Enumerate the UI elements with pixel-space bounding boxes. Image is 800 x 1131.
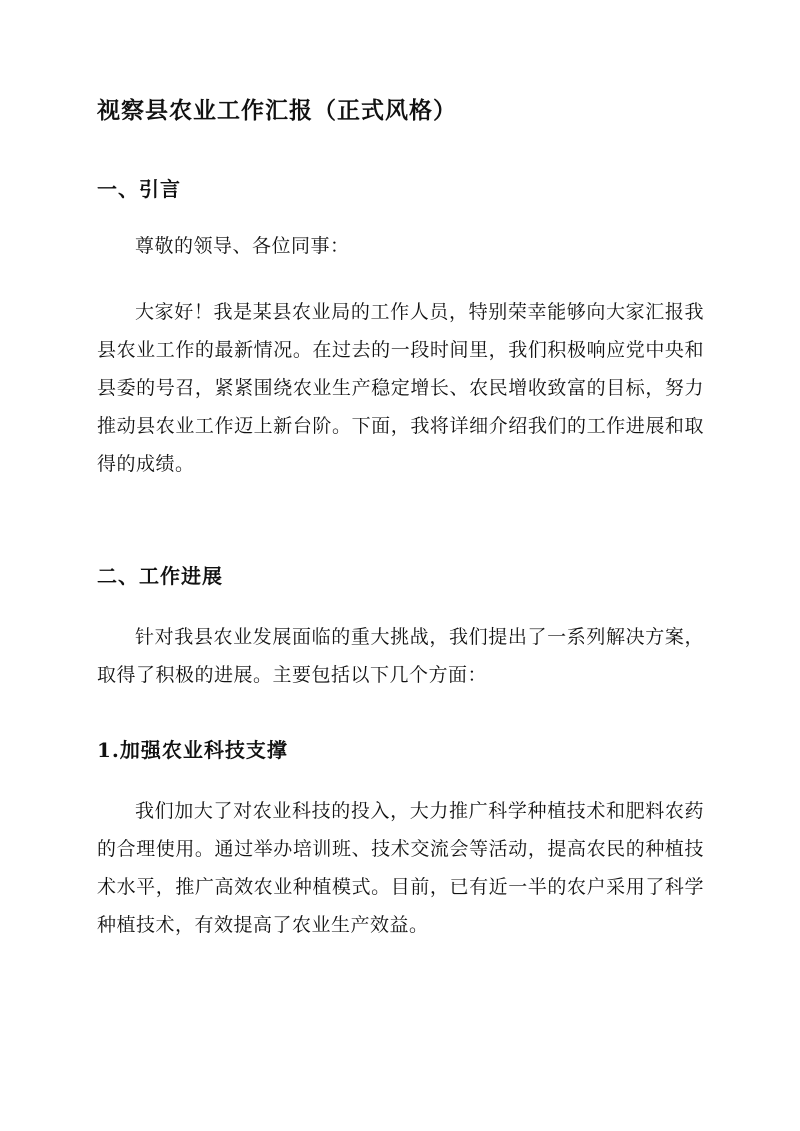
- agri-tech-paragraph: 我们加大了对农业科技的投入，大力推广科学种植技术和肥料农药的合理使用。通过举办培训班、技术交流会等活动，提高农民的种植技术水平，推广高效农业种植模式。目前，已有近一半的农户采用了科学种植技术，有效提高了农业生产效益。: [97, 800, 704, 936]
- section-heading-introduction: 一、引言: [97, 177, 181, 201]
- work-progress-paragraph: 针对我县农业发展面临的重大挑战，我们提出了一系列解决方案，取得了积极的进展。主要包括以下几个方面：: [97, 626, 704, 686]
- page-title: 视察县农业工作汇报（正式风格）: [97, 97, 457, 124]
- introduction-paragraph: 大家好！我是某县农业局的工作人员，特别荣幸能够向大家汇报我县农业工作的最新情况。在过去的一段时间里，我们积极响应党中央和县委的号召，紧紧围绕农业生产稳定增长、农民增收致富的目标，努力推动县农业工作迈上新台阶。下面，我将详细介绍我们的工作进展和取得的成绩。: [97, 301, 704, 475]
- subsection-heading-agri-tech: 1.加强农业科技支撑: [97, 738, 288, 762]
- salutation-paragraph: 尊敬的领导、各位同事：: [135, 235, 350, 257]
- section-heading-work-progress: 二、工作进展: [97, 564, 223, 588]
